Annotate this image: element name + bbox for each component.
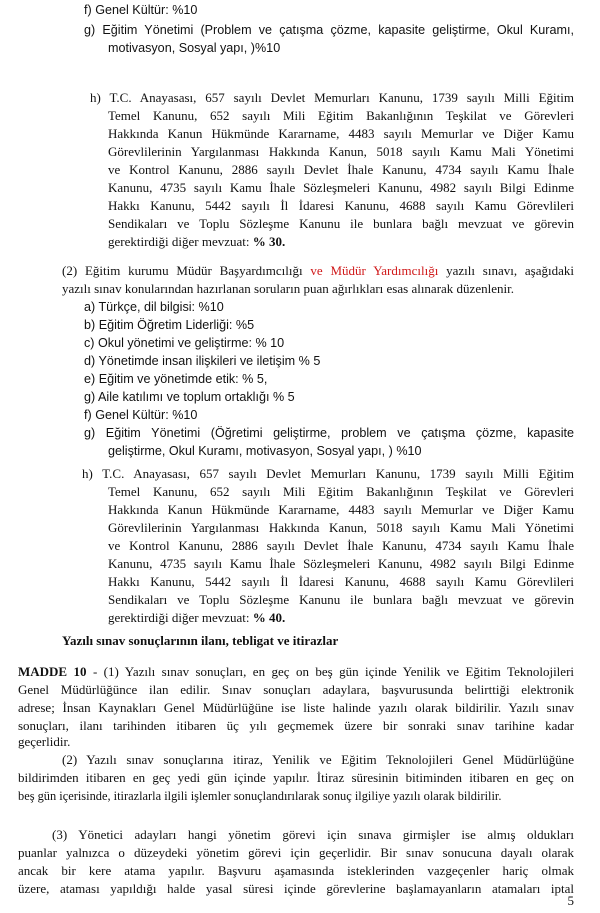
madde10-p1-line3: adrese; İnsan Kaynakları Genel Müdürlüğüne ise liste halinde yazılı olarak bildirilir. Yazılı sınav bbox=[18, 700, 574, 715]
list2-item-f: f) Genel Kültür: %10 bbox=[84, 408, 198, 422]
list1-item-h-line4: Görevlilerinin Yargılanması Hakkında Kanun, 5018 sayılı Kamu Mali Yönetimi bbox=[108, 144, 574, 159]
list1-item-h-line5: ve Kontrol Kanunu, 2886 sayılı Devlet İhale Kanunu, 4734 sayılı Kamu İhale bbox=[108, 162, 574, 177]
list2-item-h-line2: Temel Kanunu, 652 sayılı Mili Eğitim Bakanlığının Teşkilat ve Görevleri bbox=[108, 484, 574, 499]
madde10-p1-line5: geçerlidir. bbox=[18, 734, 71, 749]
list1-item-h-line6: Kanunu, 4735 sayılı Kamu İhale Sözleşmeleri Kanunu, 4982 sayılı Bilgi Edinme bbox=[108, 180, 574, 195]
list1-item-h-line1: h) T.C. Anayasası, 657 sayılı Devlet Memurları Kanunu, 1739 sayılı Milli Eğitim bbox=[90, 90, 574, 105]
list1-item-h-line7: Hakkı Kanunu, 5442 sayılı İl İdaresi Kanunu, 4688 sayılı Kamu Görevlileri bbox=[108, 198, 574, 213]
madde10-p1-line1: MADDE 10 - (1) Yazılı sınav sonuçları, en geç on beş gün içinde Yenilik ve Eğitim Teknolojileri bbox=[18, 664, 575, 679]
list2-item-h-line3: Hakkında Kanun Hükmünde Kararname, 4483 sayılı Memurlar ve Diğer Kamu bbox=[108, 502, 574, 517]
madde10-p3-line2: puanlar yalnızca o düzeydeki yönetim görevi için geçerlidir. Bir sınav sonucuna dayalı olarak bbox=[18, 845, 574, 860]
madde10-p3-line4: üzere, ataması yapıldığı halde yasal süresi içinde görevlerine başlamayanların atamaları iptal bbox=[18, 881, 574, 896]
section-heading: Yazılı sınav sonuçlarının ilanı, tebligat ve itirazlar bbox=[62, 633, 339, 648]
list2-item-c: c) Okul yönetimi ve geliştirme: % 10 bbox=[84, 336, 285, 350]
list2-item-a: a) Türkçe, dil bilgisi: %10 bbox=[84, 300, 224, 314]
list2-item-h-line8: Sendikaları ve Toplu Sözleşme Kanunu ile bunlara bağlı mevzuat ve görevin bbox=[108, 592, 574, 607]
para2-highlight: ve Müdür Yardımcılığı bbox=[310, 263, 439, 278]
list1-weight-value: % 30. bbox=[252, 234, 286, 249]
para2-line2: yazılı sınav konularından hazırlanan soruların puan ağırlıkları esas alınarak düzenlenir. bbox=[62, 281, 514, 296]
list1-item-h-line2: Temel Kanunu, 652 sayılı Mili Eğitim Bakanlığının Teşkilat ve Görevleri bbox=[108, 108, 574, 123]
list2-item-h-line7: Hakkı Kanunu, 5442 sayılı İl İdaresi Kanunu, 4688 sayılı Kamu Görevlileri bbox=[108, 574, 574, 589]
list2-item-h-line1: h) T.C. Anayasası, 657 sayılı Devlet Memurları Kanunu, 1739 sayılı Milli Eğitim bbox=[82, 466, 574, 481]
madde10-p3-line3: ancak bir kere atama yapılır. Başvuru aşamasında isteklerinden vazgeçenler hariç olmak bbox=[18, 863, 574, 878]
page-number: 5 bbox=[567, 893, 574, 908]
madde10-p2-line2: bildirimden itibaren en geç yedi gün içinde yapılır. İtiraz süresinin bitiminden itibaren en geç on bbox=[18, 770, 574, 785]
madde10-p1-line2: Genel Müdürlüğünce ilan edilir. Sınav sonuçları adaylara, başvurusunda belirttiği elektronik bbox=[18, 682, 574, 697]
list1-item-g-line2: motivasyon, Sosyal yapı, )%10 bbox=[108, 41, 281, 55]
list2-item-h-line4: Görevlilerinin Yargılanması Hakkında Kanun, 5018 sayılı Kamu Mali Yönetimi bbox=[108, 520, 574, 535]
list2-item-h-line5: ve Kontrol Kanunu, 2886 sayılı Devlet İhale Kanunu, 4734 sayılı Kamu İhale bbox=[108, 538, 574, 553]
list2-item-e: e) Eğitim ve yönetimde etik: % 5, bbox=[84, 372, 268, 386]
list1-item-h-line8: Sendikaları ve Toplu Sözleşme Kanunu ile bunlara bağlı mevzuat ve görevin bbox=[108, 216, 574, 231]
madde10-p3-line1: (3) Yönetici adayları hangi yönetim görevi için sınava girmişler ise almış oldukları bbox=[52, 827, 574, 842]
list2-item-d: d) Yönetimde insan ilişkileri ve iletişim % 5 bbox=[84, 354, 321, 368]
madde10-label: MADDE 10 bbox=[18, 664, 87, 679]
madde10-p2-line3: beş gün içerisinde, itirazlarla ilgili işlemler sonuçlandırılarak sonuç ilgiliye yazılı olarak bildirilir. bbox=[18, 789, 502, 803]
list2-item-b: b) Eğitim Öğretim Liderliği: %5 bbox=[84, 318, 255, 332]
list2-item-g-line1: g) Eğitim Yönetimi (Öğretimi geliştirme, problem ve çatışma çözme, kapasite bbox=[84, 426, 574, 440]
para2-line1: (2) Eğitim kurumu Müdür Başyardımcılığı ve Müdür Yardımcılığı yazılı sınavı, aşağıdaki bbox=[62, 263, 574, 278]
list2-item-g-aile: g) Aile katılımı ve toplum ortaklığı % 5 bbox=[84, 390, 295, 404]
list1-item-f: f) Genel Kültür: %10 bbox=[84, 3, 198, 17]
list1-item-g-line1: g) Eğitim Yönetimi (Problem ve çatışma çözme, kapasite geliştirme, Okul Kuramı, bbox=[84, 23, 574, 37]
madde10-p1-line4: sonuçları, ilanı tarihinden itibaren üç yılı geçmemek üzere bir sonraki sınav tarihine kadar bbox=[18, 718, 574, 733]
list2-item-h-line6: Kanunu, 4735 sayılı Kamu İhale Sözleşmeleri Kanunu, 4982 sayılı Bilgi Edinme bbox=[108, 556, 574, 571]
list2-item-g-line2: geliştirme, Okul Kuramı, motivasyon, Sosyal yapı, ) %10 bbox=[108, 444, 422, 458]
list1-item-h-line9: gerektirdiği diğer mevzuat: % 30. bbox=[108, 234, 286, 249]
list2-item-h-line9: gerektirdiği diğer mevzuat: % 40. bbox=[108, 610, 286, 625]
madde10-p2-line1: (2) Yazılı sınav sonuçlarına itiraz, Yenilik ve Eğitim Teknolojileri Genel Müdürlüğüne bbox=[62, 752, 574, 767]
list2-weight-value: % 40. bbox=[252, 610, 286, 625]
list1-item-h-line3: Hakkında Kanun Hükmünde Kararname, 4483 sayılı Memurlar ve Diğer Kamu bbox=[108, 126, 574, 141]
